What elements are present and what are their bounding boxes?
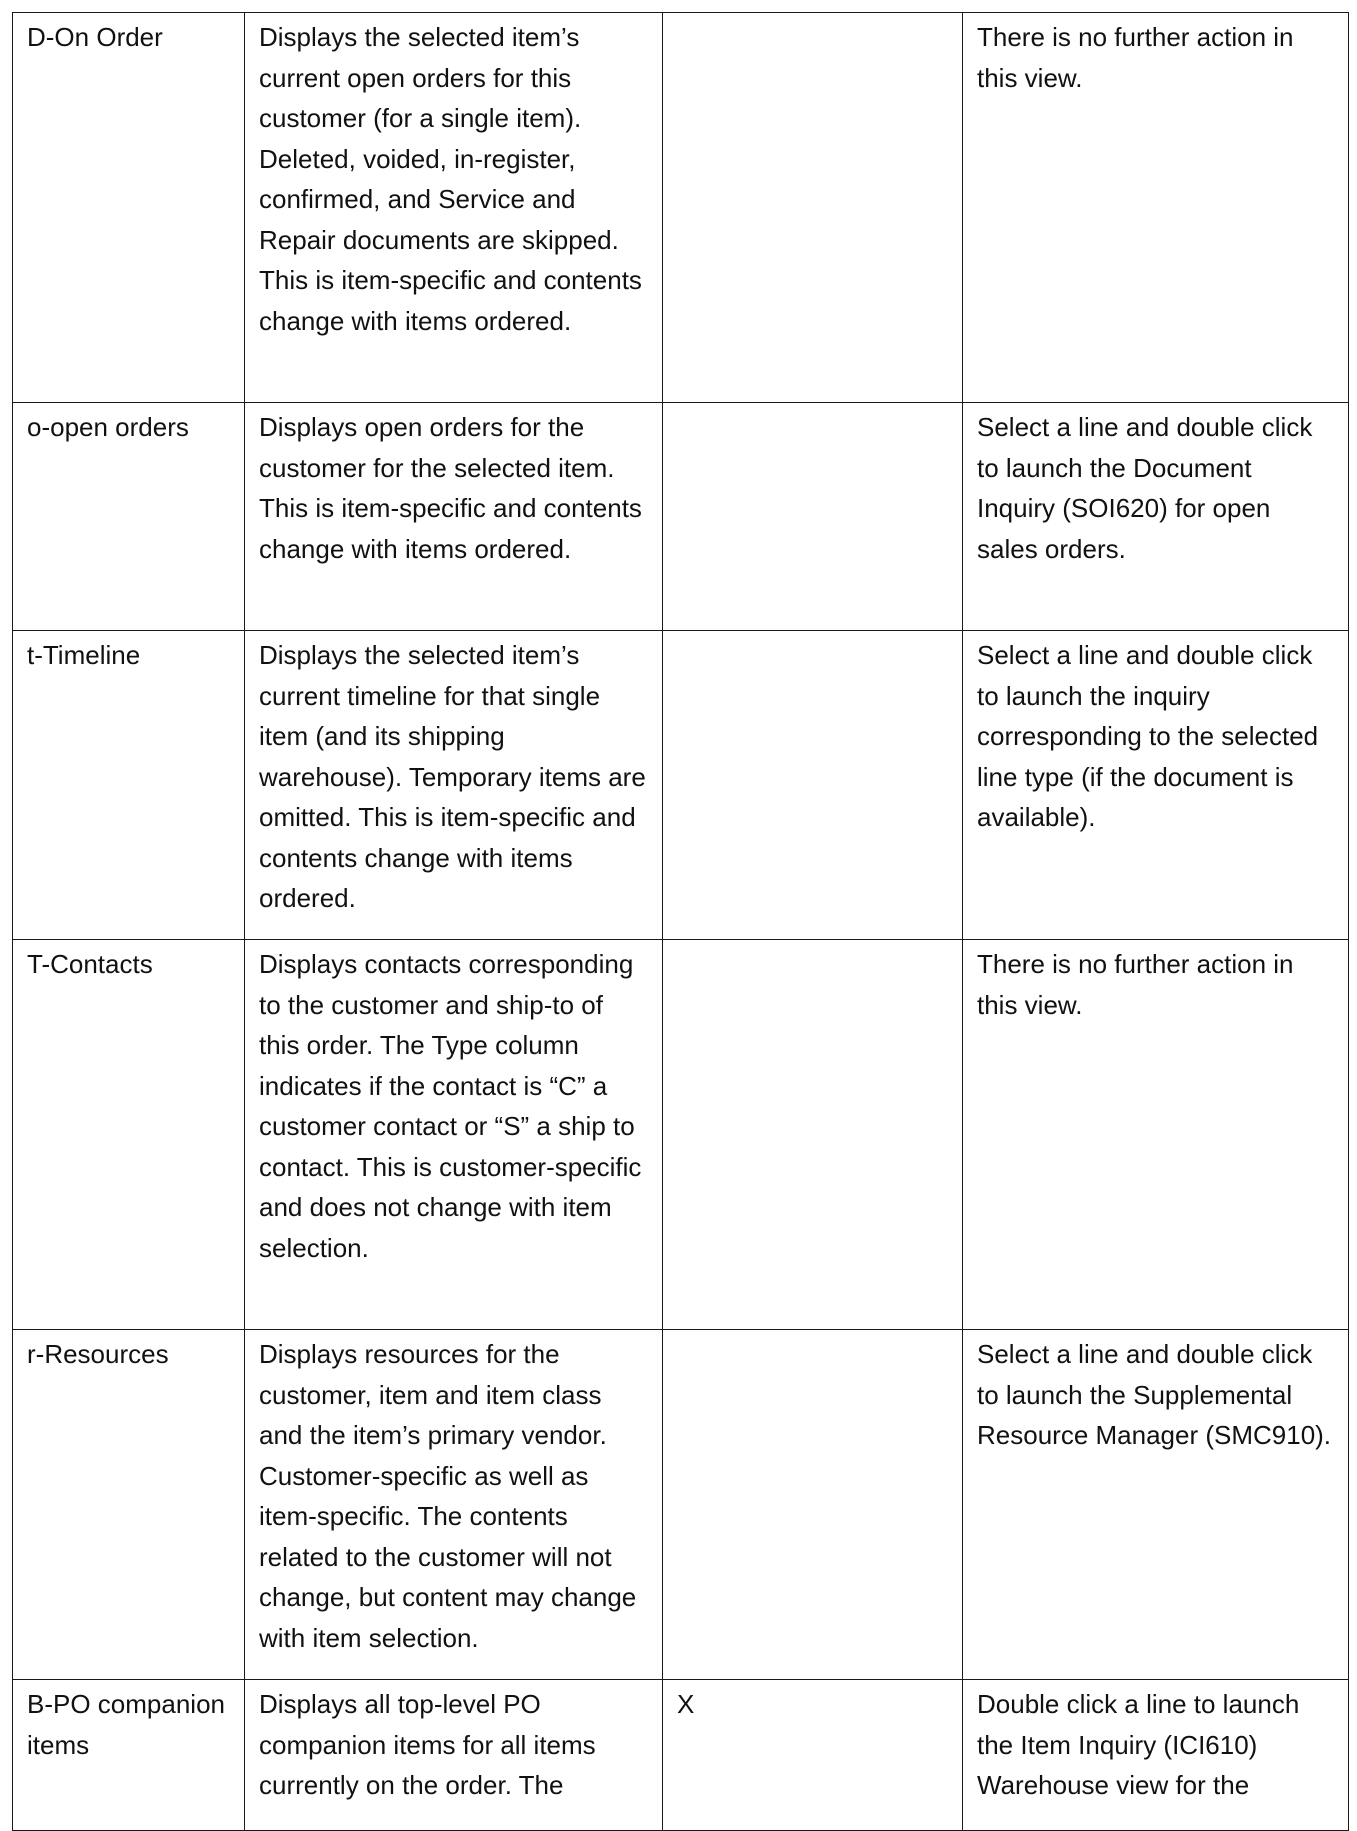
view-flag: X: [677, 1689, 695, 1719]
flag-cell: [663, 631, 963, 940]
flag-cell: [663, 403, 963, 631]
action-cell: [963, 1330, 1349, 1680]
view-name: D-On Order: [27, 22, 163, 52]
table-row: [13, 1330, 1349, 1680]
flag-cell: [663, 1330, 963, 1680]
view-description: Displays open orders for the customer for the selected item. This is item-specific and contents change with items ordered.: [259, 412, 642, 564]
view-name-cell: [13, 631, 245, 940]
view-description: Displays the selected item’s current open orders for this customer (for a single item). Deleted, voided, in-register, confirmed, and Service and Repair documents are skipped. This is item-specific and contents change with items ordered.: [259, 22, 642, 336]
view-description: Displays resources for the customer, item and item class and the item’s primary vendor. Customer-specific as well as item-specific. The contents related to the customer will not change, but content may change with item selection.: [259, 1339, 637, 1653]
description-cell: [245, 940, 663, 1330]
view-action: Select a line and double click to launch the Supplemental Resource Manager (SMC910).: [977, 1339, 1332, 1450]
view-name-cell: [13, 403, 245, 631]
description-cell: [245, 13, 663, 403]
view-name: o-open orders: [27, 412, 189, 442]
view-description: Displays the selected item’s current timeline for that single item (and its shipping warehouse). Temporary items are omitted. This is item-specific and contents change with items ordered.: [259, 640, 646, 913]
view-name: B-PO companion items: [27, 1689, 225, 1760]
table-row: [13, 13, 1349, 403]
table-row: [13, 403, 1349, 631]
flag-cell: [663, 13, 963, 403]
view-name-cell: [13, 13, 245, 403]
view-name: t-Timeline: [27, 640, 141, 670]
view-name-cell: [13, 940, 245, 1330]
action-cell: [963, 1680, 1349, 1831]
action-cell: [963, 631, 1349, 940]
view-action: Select a line and double click to launch the Document Inquiry (SOI620) for open sales orders.: [977, 412, 1313, 564]
action-cell: [963, 13, 1349, 403]
view-action: Double click a line to launch the Item Inquiry (ICI610) Warehouse view for the: [977, 1689, 1300, 1800]
view-name: r-Resources: [27, 1339, 169, 1369]
view-name-cell: [13, 1680, 245, 1831]
view-name: T-Contacts: [27, 949, 153, 979]
view-action: Select a line and double click to launch the inquiry corresponding to the selected line type (if the document is available).: [977, 640, 1319, 832]
views-table: [12, 12, 1349, 1831]
table-row: [13, 1680, 1349, 1831]
view-name-cell: [13, 1330, 245, 1680]
view-description: Displays contacts corresponding to the customer and ship-to of this order. The Type column indicates if the contact is “C” a customer contact or “S” a ship to contact. This is customer-specific and does not change with item selection.: [259, 949, 642, 1263]
description-cell: [245, 1330, 663, 1680]
flag-cell: [663, 1680, 963, 1831]
action-cell: [963, 940, 1349, 1330]
table-row: [13, 631, 1349, 940]
table-row: [13, 940, 1349, 1330]
description-cell: [245, 403, 663, 631]
description-cell: [245, 1680, 663, 1831]
view-action: There is no further action in this view.: [977, 949, 1294, 1020]
flag-cell: [663, 940, 963, 1330]
description-cell: [245, 631, 663, 940]
view-description: Displays all top-level PO companion items for all items currently on the order. The: [259, 1689, 596, 1800]
action-cell: [963, 403, 1349, 631]
view-action: There is no further action in this view.: [977, 22, 1294, 93]
